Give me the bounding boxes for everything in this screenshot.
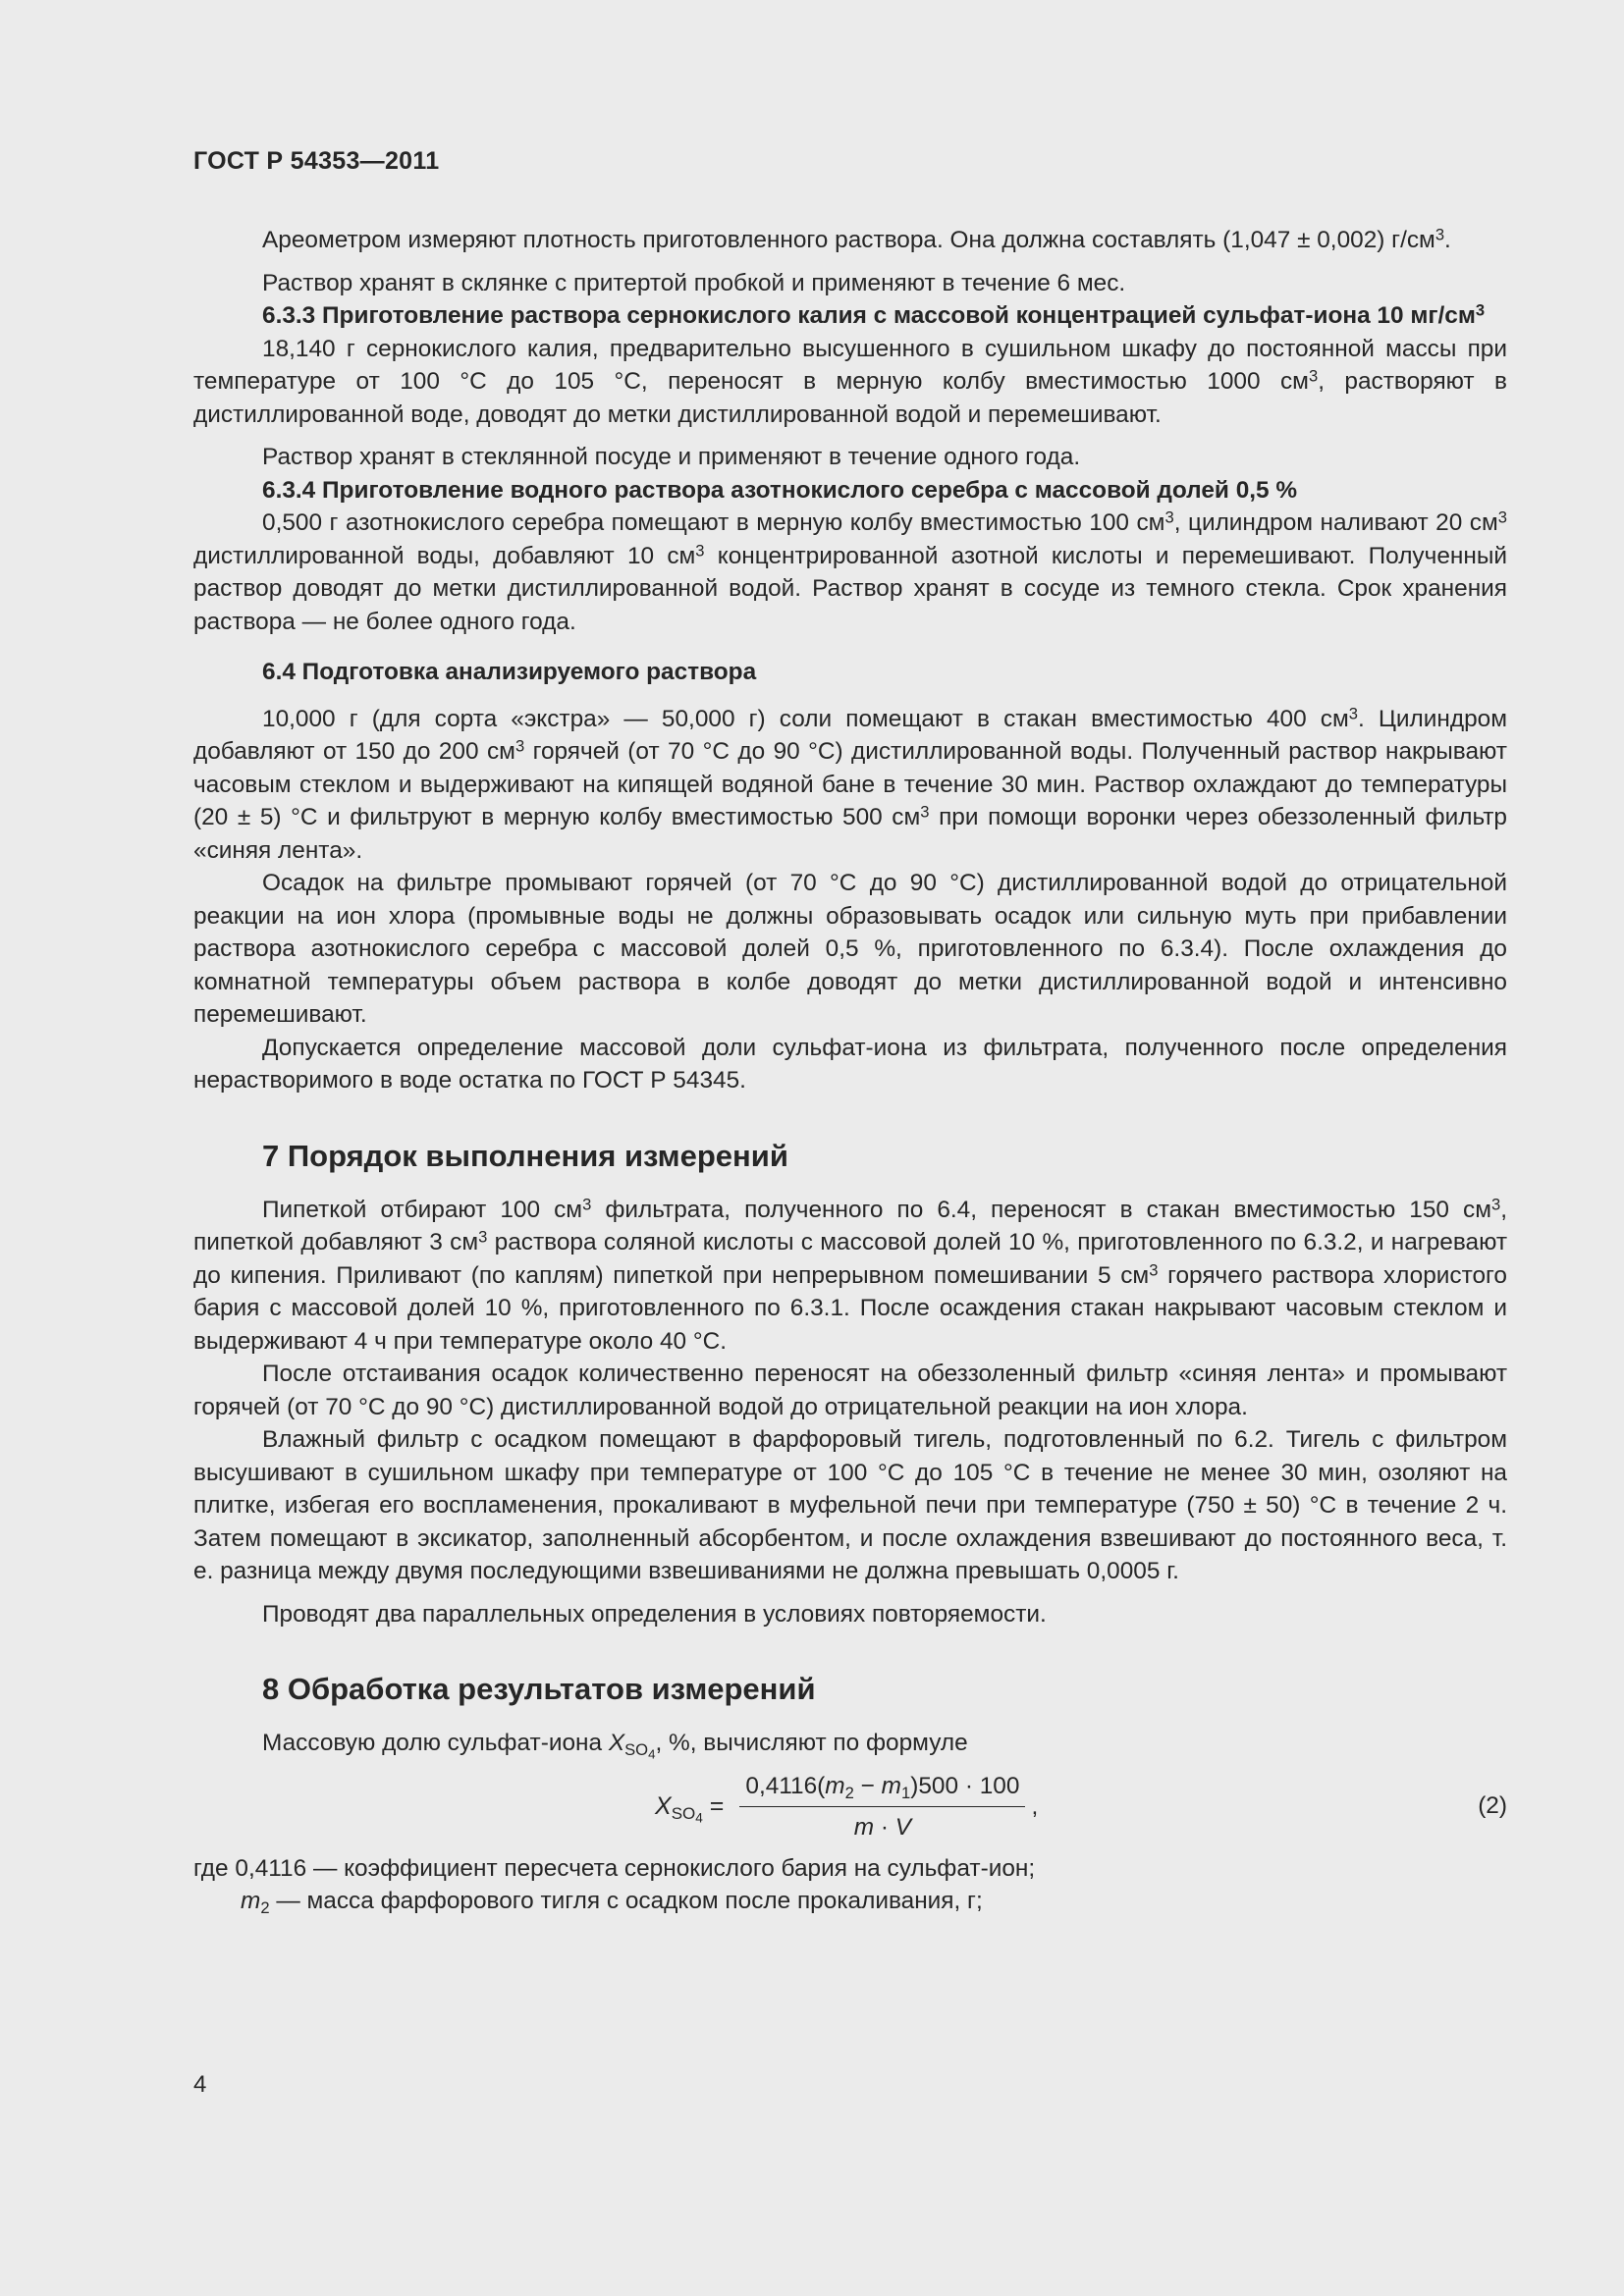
paragraph-6-4-1: 10,000 г (для сорта «экстра» — 50,000 г) соли помещают в стакан вместимостью 400 $см^3$. Цилиндром добавляют от 150 до 200 $см^3$ горячей (от 70 °С до 90 °С) дистиллированной воды. Полученный раствор накрывают часовым стеклом и выдерживают на кипящей водяной бане в течение 30 мин. Раствор охлаждают до температуры (20 ± 5) °С и фильтруют в мерную колбу вместимостью 500 $см^3$ при помощи воронки через обеззоленный фильтр «синяя лента». bbox=[193, 704, 1507, 864]
formula-legend bbox=[193, 1852, 1507, 1918]
paragraph-6-3-3-1: 18,140 г сернокислого калия, предварительно высушенного в сушильном шкафу до постоянной массы при температуре от 100 °С до 105 °С, переносят в мерную колбу вместимостью 1000 $см^3$, растворяют в дистиллированной воде, доводят до метки дистиллированной водой и перемешивают. bbox=[193, 335, 1507, 428]
paragraph-6-3-3-2: Раствор хранят в стеклянной посуде и применяют в течение одного года. bbox=[262, 444, 1081, 470]
paragraph-6-4-3: Допускается определение массовой доли сульфат-иона из фильтрата, полученного после определения нерастворимого в воде остатка по ГОСТ Р 54345. bbox=[193, 1034, 1507, 1094]
paragraph-6-4-2: Осадок на фильтре промывают горячей (от 70 °С до 90 °С) дистиллированной водой до отрицательной реакции на ион хлора (промывные воды не должны образовывать осадок или сильную муть при прибавлении раствора азотнокислого серебра с массовой долей 0,5 %, приготовленного по 6.3.4). После охлаждения до комнатной температуры объем раствора в колбе доводят до метки дистиллированной водой и интенсивно перемешивают. bbox=[193, 870, 1507, 1028]
formula-expression: $X_{SO_4}$ = $\frac{0,4116(m_2 - m_1)500 \cdot 100}{m \cdot V}$ , bbox=[655, 1762, 1038, 1852]
document-body bbox=[193, 224, 1507, 1918]
heading-6-3-3: 6.3.3 Приготовление раствора сернокислого калия с массовой концентрацией сульфат-иона 10 $мг/см^3$ bbox=[262, 300, 1486, 329]
formula-2 bbox=[193, 1762, 1507, 1852]
paragraph-density: Ареометром измеряют плотность приготовленного раствора. Она должна составлять (1,047 ± 0,002) $г/см^3$. bbox=[262, 225, 1451, 253]
section-title-8: 8 Обработка результатов измерений bbox=[262, 1672, 816, 1706]
legend-line-coefficient: где 0,4116 — коэффициент пересчета сернокислого бария на сульфат-ион; bbox=[193, 1854, 1036, 1882]
paragraph-7-3: Влажный фильтр с осадком помещают в фарфоровый тигель, подготовленный по 6.2. Тигель с фильтром высушивают в сушильном шкафу при температуре от 100 °С до 105 °С в течение не менее 30 мин, озоляют на плитке, избегая его воспламенения, прокаливают в муфельной печи при температуре (750 ± 50) °С в течение 2 ч. Затем помещают в эксикатор, заполненный абсорбентом, и после охлаждения взвешивают до постоянного веса, т. е. разница между двумя последующими взвешиваниями не должна превышать 0,0005 г. bbox=[193, 1426, 1507, 1584]
section-title-7: 7 Порядок выполнения измерений bbox=[262, 1138, 788, 1173]
heading-6-3-4: 6.3.4 Приготовление водного раствора азотнокислого серебра с массовой долей 0,5 % bbox=[262, 476, 1298, 504]
legend-line-m2: $m_2$ — масса фарфорового тигля с осадком после прокаливания, г; bbox=[241, 1888, 983, 1917]
paragraph-7-4: Проводят два параллельных определения в условиях повторяемости. bbox=[262, 1600, 1047, 1628]
heading-6-4: 6.4 Подготовка анализируемого раствора bbox=[262, 659, 757, 685]
paragraph-7-2: После отстаивания осадок количественно переносят на обеззоленный фильтр «синяя лента» и промывают горячей (от 70 °С до 90 °С) дистиллированной водой до отрицательной реакции на ион хлора. bbox=[193, 1361, 1507, 1420]
formula-number: (2) bbox=[1478, 1791, 1507, 1819]
formula-denominator: m · V bbox=[853, 1814, 912, 1841]
formula-fraction bbox=[739, 1770, 1025, 1844]
paragraph-8-1: Массовую долю сульфат-иона $X_{SO_4}$, %, вычисляют по формуле bbox=[262, 1730, 968, 1762]
paragraph-7-1: Пипеткой отбирают 100 $см^3$ фильтрата, полученного по 6.4, переносят в стакан вместимостью 150 $см^3$, пипеткой добавляют 3 $см^3$ раствора соляной кислоты с массовой долей 10 %, приготовленного по 6.3.2, и нагревают до кипения. Приливают (по каплям) пипеткой при непрерывном помешивании 5 $см^3$ горячего раствора хлористого бария с массовой долей 10 %, приготовленного по 6.3.1. После осаждения стакан накрывают часовым стеклом и выдерживают 4 ч при температуре около 40 °С. bbox=[193, 1195, 1508, 1355]
page-number: 4 bbox=[193, 2071, 207, 2098]
document-header: ГОСТ Р 54353—2011 bbox=[193, 147, 440, 175]
paragraph-6-3-4-1: 0,500 г азотнокислого серебра помещают в мерную колбу вместимостью 100 $см^3$, цилиндром наливают 20 $см^3$ дистиллированной воды, добавляют 10 $см^3$ концентрированной азотной кислоты и перемешивают. Полученный раствор доводят до метки дистиллированной водой. Раствор хранят в сосуде из темного стекла. Срок хранения раствора — не более одного года. bbox=[193, 507, 1507, 635]
formula-numerator: $0,4116(m_2 - m_1)500 \cdot 100$ bbox=[739, 1770, 1025, 1808]
paragraph-storage-1: Раствор хранят в склянке с притертой пробкой и применяют в течение 6 мес. bbox=[262, 269, 1126, 296]
formula-lhs: $X_{SO_4}$ = bbox=[655, 1791, 725, 1826]
